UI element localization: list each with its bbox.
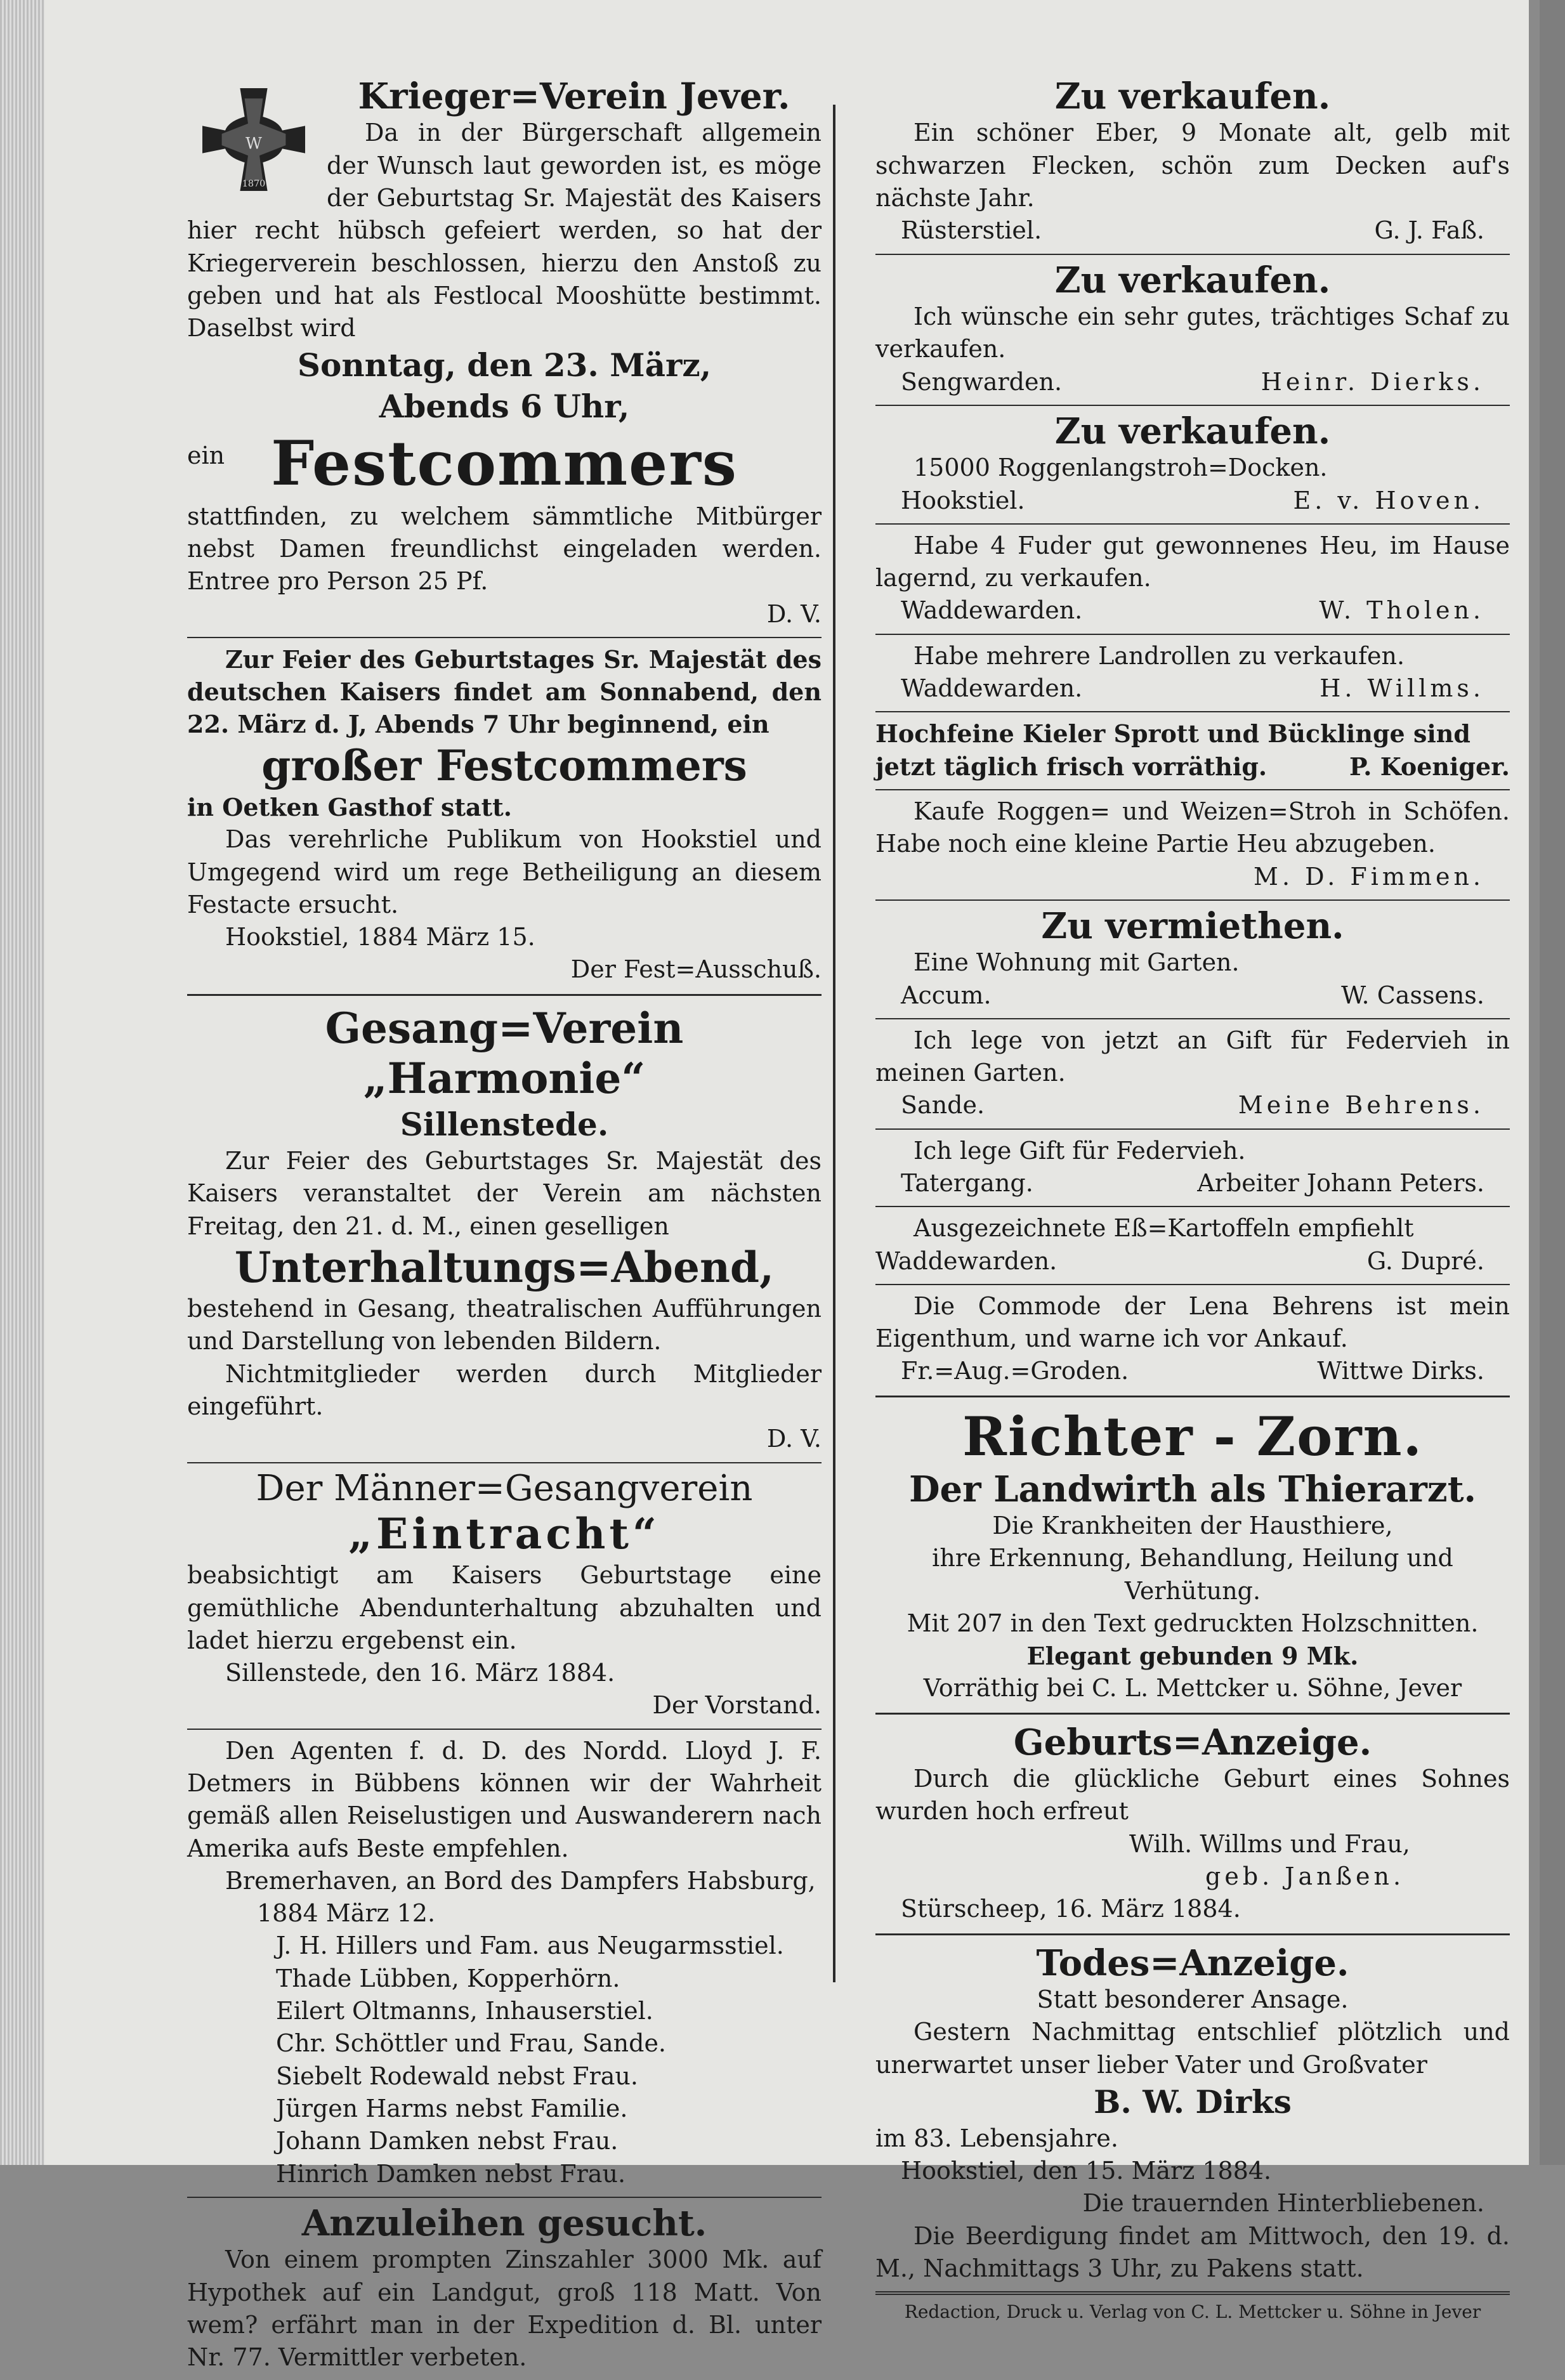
separator <box>187 2197 822 2198</box>
separator <box>875 634 1510 635</box>
scan-margin <box>1540 0 1565 2165</box>
separator <box>875 899 1510 901</box>
eber-body: Ein schöner Eber, 9 Monate alt, gelb mit schwarzen Flecken, schön zum Decken auf's nächste Jahr. <box>875 119 1510 212</box>
eber-place: Rüsterstiel. <box>901 216 1042 245</box>
harmonie-event: Unterhaltungs=Abend, <box>234 1242 775 1292</box>
krieger-date: Sonntag, den 23. März, <box>297 346 712 384</box>
list-item: Thade Lübben, Kopperhörn. <box>276 1964 620 1992</box>
oetken-body2: Das verehrliche Publikum von Hookstiel und Umgegend wird um rege Betheiligung an diesem Festacte ersucht. <box>187 825 822 919</box>
kartoffeln-name: G. Dupré. <box>1366 1246 1484 1275</box>
eintracht-name: „Eintracht“ <box>348 1509 660 1559</box>
list-item: Chr. Schöttler und Frau, Sande. <box>276 2029 667 2058</box>
separator <box>875 523 1510 525</box>
separator <box>875 1284 1510 1285</box>
eintracht-body: beabsichtigt am Kaisers Geburtstage eine gemüthliche Abendunterhaltung abzuhalten und ladet hierzu ergebenst ein. <box>187 1561 822 1654</box>
harmonie-body3: Nichtmitglieder werden durch Mitglieder eingeführt. <box>187 1359 822 1421</box>
eintracht-title: Der Männer=Gesangverein <box>256 1467 753 1509</box>
geburt-name2: geb. Janßen. <box>1205 1862 1405 1891</box>
stroh-body: 15000 Roggenlangstroh=Docken. <box>913 454 1328 482</box>
book-line1: Die Krankheiten der Hausthiere, <box>992 1511 1393 1540</box>
commode-name: Wittwe Dirks. <box>1317 1357 1484 1385</box>
list-item: Jürgen Harms nebst Familie. <box>276 2094 628 2122</box>
krieger-body: Da in der Bürgerschaft allgemein der Wunsch laut geworden ist, es möge der Geburtstag Sr. Majestät des Kaisers hier recht hübsch gefeiert werden, so hat der Kriegerverein beschlossen, hierzu den Anstoß zu geben und hat als Festlocal Mooshütte bestimmt. Daselbst wird <box>187 119 822 343</box>
separator <box>187 1462 822 1463</box>
gift2-body: Ich lege Gift für Federvieh. <box>913 1136 1246 1165</box>
tod-sub: Statt besonderer Ansage. <box>1037 1985 1349 2013</box>
ad-eintracht <box>187 1468 822 1722</box>
krieger-event: Festcommers <box>271 428 738 500</box>
sprott-line2: jetzt täglich frisch vorräthig. <box>875 752 1267 781</box>
kartoffeln-place: Waddewarden. <box>875 1246 1058 1275</box>
tod-age: im 83. Lebensjahre. <box>875 2124 1118 2152</box>
separator <box>187 637 822 638</box>
harmonie-title: Gesang=Verein „Harmonie“ <box>325 1003 684 1103</box>
geburt-date: Stürscheep, 16. März 1884. <box>901 1895 1241 1923</box>
geburt-title: Geburts=Anzeige. <box>1013 1721 1372 1763</box>
separator <box>875 2291 1510 2295</box>
heu-body: Habe 4 Fuder gut gewonnenes Heu, im Hause lagernd, zu verkaufen. <box>875 531 1510 592</box>
landrollen-name: H. Willms. <box>1319 674 1484 703</box>
separator <box>875 1206 1510 1207</box>
eintracht-date: Sillenstede, den 16. März 1884. <box>225 1659 615 1687</box>
ad-schaf <box>875 260 1510 398</box>
ad-commode <box>875 1290 1510 1388</box>
ad-sprott <box>875 717 1510 783</box>
harmonie-body: Zur Feier des Geburtstages Sr. Majestät des Kaisers veranstaltet der Verein am nächsten Freitag, den 21. d. M., einen geselligen <box>187 1147 822 1240</box>
separator <box>875 1713 1510 1715</box>
tod-funeral: Die Beerdigung findet am Mittwoch, den 19. d. M., Nachmittags 3 Uhr, zu Pakens statt. <box>875 2221 1510 2283</box>
krieger-time: Abends 6 Uhr, <box>379 388 630 426</box>
ad-gift1 <box>875 1024 1510 1122</box>
commode-place: Fr.=Aug.=Groden. <box>901 1357 1129 1385</box>
schaf-place: Sengwarden. <box>901 367 1063 396</box>
right-column <box>875 76 1510 2322</box>
book-seller: Vorräthig bei C. L. Mettcker u. Söhne, Jever <box>923 1674 1462 1703</box>
kartoffeln-body: Ausgezeichnete Eß=Kartoffeln empfiehlt <box>913 1214 1414 1243</box>
separator <box>875 1018 1510 1019</box>
lloyd-place: Bremerhaven, an Bord des Dampfers Habsburg, <box>225 1866 816 1895</box>
ad-eber <box>875 76 1510 247</box>
book-price: Elegant gebunden 9 Mk. <box>1026 1642 1359 1671</box>
kaufe-body: Kaufe Roggen= und Weizen=Stroh in Schöfen. Habe noch eine kleine Partie Heu abzugeben. <box>875 797 1510 858</box>
anleihen-body: Von einem prompten Zinszahler 3000 Mk. auf Hypothek auf ein Landgut, groß 118 Matt. Von wem? erfährt man in der Expedition d. Bl. unter Nr. 77. Vermittler verbeten. <box>187 2246 822 2372</box>
tod-date: Hookstiel, den 15. März 1884. <box>901 2157 1272 2185</box>
geburt-body: Durch die glückliche Geburt eines Sohnes wurden hoch erfreut <box>875 1765 1510 1826</box>
tod-body: Gestern Nachmittag entschlief plötzlich und unerwartet unser lieber Vater und Großvater <box>875 2018 1510 2079</box>
ad-kartoffeln <box>875 1212 1510 1278</box>
lloyd-body: Den Agenten f. d. D. des Nordd. Lloyd J. F. Detmers in Bübbens können wir der Wahrheit gemäß allen Reiselustigen und Auswanderern nach Amerika aufs Beste empfehlen. <box>187 1736 822 1862</box>
sprott-name: P. Koeniger. <box>1349 752 1510 781</box>
ad-book <box>875 1405 1510 1705</box>
lloyd-date: 1884 März 12. <box>257 1899 436 1928</box>
separator <box>875 1933 1510 1935</box>
ad-vermiethen <box>875 906 1510 1012</box>
gift1-body: Ich lege von jetzt an Gift für Federvieh in meinen Garten. <box>875 1026 1510 1087</box>
oetken-event: großer Festcommers <box>261 740 747 790</box>
heu-place: Waddewarden. <box>901 596 1083 625</box>
book-title: Richter - Zorn. <box>962 1404 1423 1468</box>
list-item: Eilert Oltmanns, Inhauserstiel. <box>276 1997 653 2025</box>
oetken-date: Hookstiel, 1884 März 15. <box>225 923 535 951</box>
heu-name: W. Tholen. <box>1319 596 1484 625</box>
ad-anleihen <box>187 2203 822 2374</box>
tod-name: B. W. Dirks <box>1094 2082 1292 2121</box>
vermiethen-place: Accum. <box>901 981 992 1009</box>
commode-body: Die Commode der Lena Behrens ist mein Eigenthum, und warne ich vor Ankauf. <box>875 1291 1510 1353</box>
vermiethen-title: Zu vermiethen. <box>1041 905 1344 947</box>
schaf-name: Heinr. Dierks. <box>1261 367 1484 396</box>
separator <box>187 1729 822 1730</box>
ad-heu <box>875 530 1510 627</box>
gift2-place: Tatergang. <box>901 1168 1033 1197</box>
krieger-ein: ein <box>187 441 225 470</box>
lloyd-names <box>187 1930 822 2190</box>
harmonie-body2: bestehend in Gesang, theatralischen Aufführungen und Darstellung von lebenden Bildern. <box>187 1295 822 1356</box>
tod-title: Todes=Anzeige. <box>1036 1942 1349 1984</box>
ad-lloyd <box>187 1735 822 2190</box>
list-item: Siebelt Rodewald nebst Frau. <box>276 2062 638 2090</box>
stroh-title: Zu verkaufen. <box>1054 410 1331 452</box>
imprint: Redaction, Druck u. Verlag von C. L. Mettcker u. Söhne in Jever <box>904 2301 1481 2323</box>
anleihen-title: Anzuleihen gesucht. <box>301 2202 707 2244</box>
ad-kaufe <box>875 795 1510 893</box>
harmonie-sign: D. V. <box>766 1425 822 1453</box>
landrollen-place: Waddewarden. <box>901 674 1083 703</box>
ad-gift2 <box>875 1135 1510 1200</box>
kaufe-name: M. D. Fimmen. <box>1254 862 1484 891</box>
eber-title: Zu verkaufen. <box>1054 75 1331 117</box>
book-line2: ihre Erkennung, Behandlung, Heilung und Verhütung. <box>932 1544 1453 1605</box>
sprott-line1: Hochfeine Kieler Sprott und Bücklinge sind <box>875 719 1470 749</box>
tod-sign: Die trauernden Hinterbliebenen. <box>1082 2189 1484 2218</box>
eber-name: G. J. Faß. <box>1374 216 1484 245</box>
left-column <box>187 76 822 2380</box>
list-item: J. H. Hillers und Fam. aus Neugarmsstiel. <box>276 1932 784 1960</box>
eintracht-sign: Der Vorstand. <box>652 1691 822 1720</box>
separator <box>875 254 1510 255</box>
krieger-sign: D. V. <box>766 599 822 628</box>
separator <box>875 1128 1510 1130</box>
schaf-title: Zu verkaufen. <box>1054 259 1331 301</box>
iron-cross-icon <box>193 82 314 197</box>
separator <box>875 1396 1510 1397</box>
ad-tod <box>875 1943 1510 2285</box>
vermiethen-body: Eine Wohnung mit Garten. <box>913 948 1240 977</box>
gift1-place: Sande. <box>901 1091 985 1120</box>
ad-harmonie <box>187 1004 822 1456</box>
column-divider <box>833 105 835 1982</box>
list-item: Hinrich Damken nebst Frau. <box>276 2159 626 2188</box>
ad-landrollen <box>875 640 1510 705</box>
stroh-place: Hookstiel. <box>901 486 1025 514</box>
separator <box>875 405 1510 406</box>
ad-geburt <box>875 1722 1510 1926</box>
separator <box>875 711 1510 712</box>
separator <box>875 789 1510 790</box>
ad-stroh <box>875 411 1510 517</box>
oetken-place: in Oetken Gasthof statt. <box>187 792 512 821</box>
gift1-name: Meine Behrens. <box>1238 1091 1484 1120</box>
stroh-name: E. v. Hoven. <box>1293 486 1484 514</box>
oetken-sign: Der Fest=Ausschuß. <box>570 955 822 984</box>
geburt-name1: Wilh. Willms und Frau, <box>1129 1829 1410 1858</box>
vermiethen-name: W. Cassens. <box>1341 981 1484 1009</box>
landrollen-body: Habe mehrere Landrollen zu verkaufen. <box>913 641 1405 670</box>
oetken-body: Zur Feier des Geburtstages Sr. Majestät des deutschen Kaisers findet am Sonnabend, den 22. März d. J, Abends 7 Uhr beginnend, ein <box>187 644 822 739</box>
krieger-title: Krieger=Verein Jever. <box>358 75 790 117</box>
ad-krieger-verein <box>187 76 822 631</box>
book-line3: Mit 207 in den Text gedruckten Holzschnitten. <box>907 1609 1479 1637</box>
harmonie-subtitle: Sillenstede. <box>400 1106 609 1144</box>
schaf-body: Ich wünsche ein sehr gutes, trächtiges Schaf zu verkaufen. <box>875 302 1510 363</box>
svg-text:1870: 1870 <box>242 178 266 189</box>
krieger-body2: stattfinden, zu welchem sämmtliche Mitbürger nebst Damen freundlichst eingeladen werden. Entree pro Person 25 Pf. <box>187 502 822 596</box>
list-item: Johann Damken nebst Frau. <box>276 2127 619 2155</box>
separator <box>187 994 822 996</box>
gift2-name: Arbeiter Johann Peters. <box>1197 1168 1484 1197</box>
book-subtitle: Der Landwirth als Thierarzt. <box>908 1468 1477 1510</box>
ad-oetken <box>187 643 822 986</box>
svg-text:W: W <box>246 134 262 153</box>
page-edge <box>0 0 44 2165</box>
